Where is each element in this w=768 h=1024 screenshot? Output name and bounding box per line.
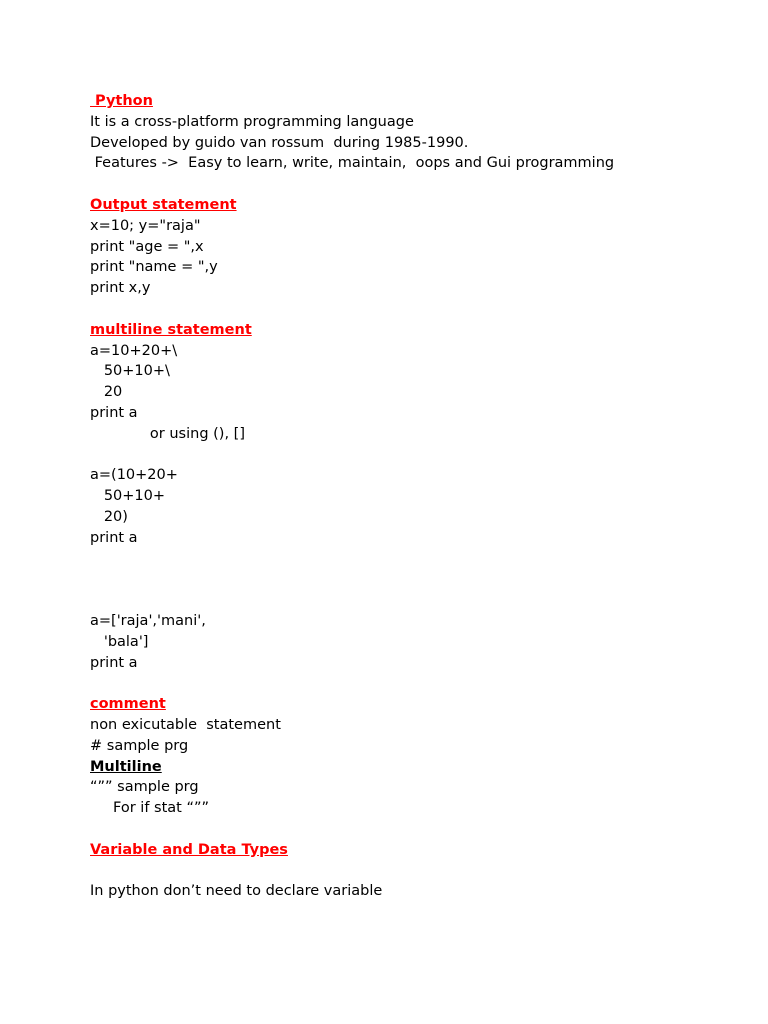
blank-line bbox=[90, 819, 730, 840]
heading-python: Python bbox=[90, 93, 153, 109]
text-line: Developed by guido van rossum during 1985-1990. bbox=[90, 134, 469, 151]
code-line: print a bbox=[90, 404, 138, 421]
code-line: a=['raja','mani', bbox=[90, 612, 206, 629]
text-line: In python don’t need to declare variable bbox=[90, 883, 383, 900]
blank-line bbox=[90, 549, 730, 570]
code-line: 50+10+\ bbox=[90, 363, 170, 380]
blank-line bbox=[90, 860, 730, 881]
heading-variable-data-types: Variable and Data Types bbox=[90, 841, 288, 858]
code-line: # sample prg bbox=[90, 737, 189, 754]
blank-line bbox=[90, 445, 730, 466]
code-line: 20 bbox=[90, 384, 123, 401]
code-line: 50+10+ bbox=[90, 488, 166, 505]
text-line: non exicutable statement bbox=[90, 716, 281, 733]
code-line: 20) bbox=[90, 508, 128, 525]
document-page bbox=[90, 91, 730, 902]
text-line: Features -> Easy to learn, write, maintain, oops and Gui programming bbox=[90, 155, 615, 172]
heading-output-statement: Output statement bbox=[90, 196, 237, 213]
text-line: or using (), [] bbox=[90, 425, 245, 442]
blank-line bbox=[90, 569, 730, 590]
code-line: x=10; y="raja" bbox=[90, 217, 201, 234]
blank-line bbox=[90, 590, 730, 611]
blank-line bbox=[90, 174, 730, 195]
heading-multiline-statement: multiline statement bbox=[90, 321, 252, 338]
code-line: print a bbox=[90, 654, 138, 671]
blank-line bbox=[90, 299, 730, 320]
code-line: 'bala'] bbox=[90, 633, 149, 650]
code-line: a=(10+20+ bbox=[90, 467, 178, 484]
blank-line bbox=[90, 673, 730, 694]
code-line: print a bbox=[90, 529, 138, 546]
heading-comment: comment bbox=[90, 696, 166, 713]
code-line: “”” sample prg bbox=[90, 779, 199, 796]
code-line: print "name = ",y bbox=[90, 259, 218, 276]
code-line: print "age = ",x bbox=[90, 238, 204, 255]
code-line: print x,y bbox=[90, 280, 151, 297]
text-line: It is a cross-platform programming language bbox=[90, 113, 414, 130]
code-line: For if stat “”” bbox=[90, 800, 210, 817]
subheading-multiline: Multiline bbox=[90, 758, 162, 775]
code-line: a=10+20+\ bbox=[90, 342, 178, 359]
